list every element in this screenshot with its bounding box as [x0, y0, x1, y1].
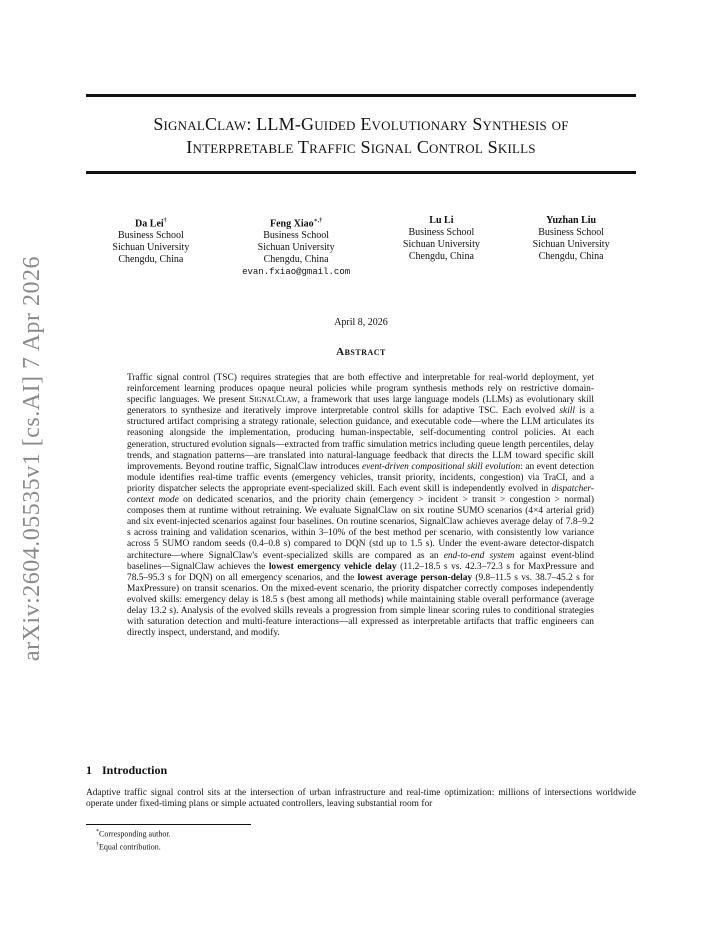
footnote-corresponding: *Corresponding author.: [96, 829, 171, 839]
footnotes: [96, 827, 171, 852]
section-number: 1: [86, 763, 92, 777]
author-location: Chengdu, China: [538, 251, 604, 262]
author-department: Business School: [117, 230, 184, 242]
title-line-2: Interpretable Traffic Signal Control Skills: [186, 137, 536, 157]
title-bottom-rule: [86, 171, 636, 174]
author-email[interactable]: evan.fxiao@gmail.com: [242, 267, 351, 278]
author-name: Lu Li: [429, 215, 454, 226]
arxiv-identifier: [16, 255, 50, 661]
author-department: Business School: [538, 227, 605, 238]
author-mark: ∗,†: [313, 218, 323, 224]
author-university: Sichuan University: [402, 239, 480, 250]
author-4: [533, 215, 610, 278]
system-name: SignalClaw: [248, 395, 298, 406]
author-name: Yuzhan Liu: [546, 215, 597, 226]
author-mark: †: [163, 218, 167, 224]
author-3: [403, 215, 480, 278]
author-university: Sichuan University: [532, 239, 610, 250]
section-title: Introduction: [102, 763, 168, 777]
author-university: Sichuan University: [112, 242, 190, 254]
author-department: Business School: [263, 230, 330, 242]
author-location: Chengdu, China: [118, 254, 184, 266]
author-location: Chengdu, China: [263, 254, 329, 266]
abstract-heading: Abstract: [336, 346, 386, 358]
title-line-1: SignalClaw: LLM-Guided Evolutionary Synthesis of: [153, 114, 569, 134]
author-name: Feng Xiao: [269, 218, 314, 230]
title-top-rule: [86, 94, 636, 97]
author-2: [242, 215, 350, 278]
author-block: [86, 215, 636, 278]
author-university: Sichuan University: [257, 242, 335, 254]
arxiv-identifier-text: arXiv:2604.05535v1 [cs.AI] 7 Apr 2026: [19, 255, 46, 661]
footnote-equal-contribution: †Equal contribution.: [96, 841, 161, 852]
author-name: Da Lei: [135, 218, 164, 230]
author-location: Chengdu, China: [408, 251, 474, 262]
author-1: [112, 215, 189, 278]
section-heading-introduction: [86, 763, 167, 778]
footnote-rule: [86, 824, 251, 825]
paper-title: [86, 113, 636, 159]
author-department: Business School: [408, 227, 475, 238]
introduction-paragraph: Adaptive traffic signal control sits at the intersection of urban infrastructure and real-time optimization: millions of intersections worldwide operate under fixed-timing plans or simple actuated controllers, leaving substantial room for: [86, 788, 636, 810]
abstract-body: Traffic signal control (TSC) requires strategies that are both effective and interpretable for real-world deployment, yet reinforcement learning produces opaque neural policies while program synthesis methods rely on restrictive domain-specific languages. We present SignalClaw, a framework that uses large language models (LLMs) as evolutionary skill generators to synthesize and iteratively improve interpretable control skills for adaptive TSC. Each evolved skill is a structured artifact comprising a strategy rationale, selection guidance, and executable code—where the LLM articulates its reasoning alongside the implementation, producing human-inspectable, self-documenting control policies. At each generation, structured evolution signals—extracted from traffic simulation metrics including queue length percentiles, delay trends, and stagnation patterns—are translated into natural-language feedback that directs the LLM toward specific skill improvements. Beyond routine traffic, SignalClaw introduces event-driven compositional skill evolution: an event detection module identifies real-time traffic events (emergency vehicles, transit priority, incidents, congestion) via TraCI, and a priority dispatcher selects the appropriate event-specialized skill. Each event skill is independently evolved in dispatcher-context mode on dedicated scenarios, and the priority chain (emergency > incident > transit > congestion > normal) composes them at runtime without retraining. We evaluate SignalClaw on six routine SUMO scenarios (4×4 arterial grid) and six event-injected scenarios against four baselines. On routine scenarios, SignalClaw achieves average delay of 7.8–9.2 s across training and validation scenarios, within 3–10% of the best method per scenario, with consistently low variance across 5 SUMO random seeds (0.4–0.8 s) compared to DQN (std up to 1.5 s). Under the event-aware detector-dispatch architecture—where SignalClaw's event-specialized skills are compared as an end-to-end system against event-blind baselines—SignalClaw achieves the lowest emergency vehicle delay (11.2–18.5 s vs. 42.3–72.3 s for MaxPressure and 78.5–95.3 s for DQN) on all emergency scenarios, and the lowest average person-delay (9.8–11.5 s vs. 38.7–45.2 s for MaxPressure) on transit scenarios. On the mixed-event scenario, the priority dispatcher correctly composes independently evolved skills: emergency delay is 18.5 s (best among all methods) while maintaining stable overall performance (average delay 13.2 s). Analysis of the evolved skills reveals a progression from simple linear scoring rules to conditional strategies with saturation detection and multi-feature interactions—all expressed as interpretable artifacts that traffic engineers can directly inspect, understand, and modify.: [127, 373, 595, 639]
publication-date: April 8, 2026: [334, 317, 388, 328]
